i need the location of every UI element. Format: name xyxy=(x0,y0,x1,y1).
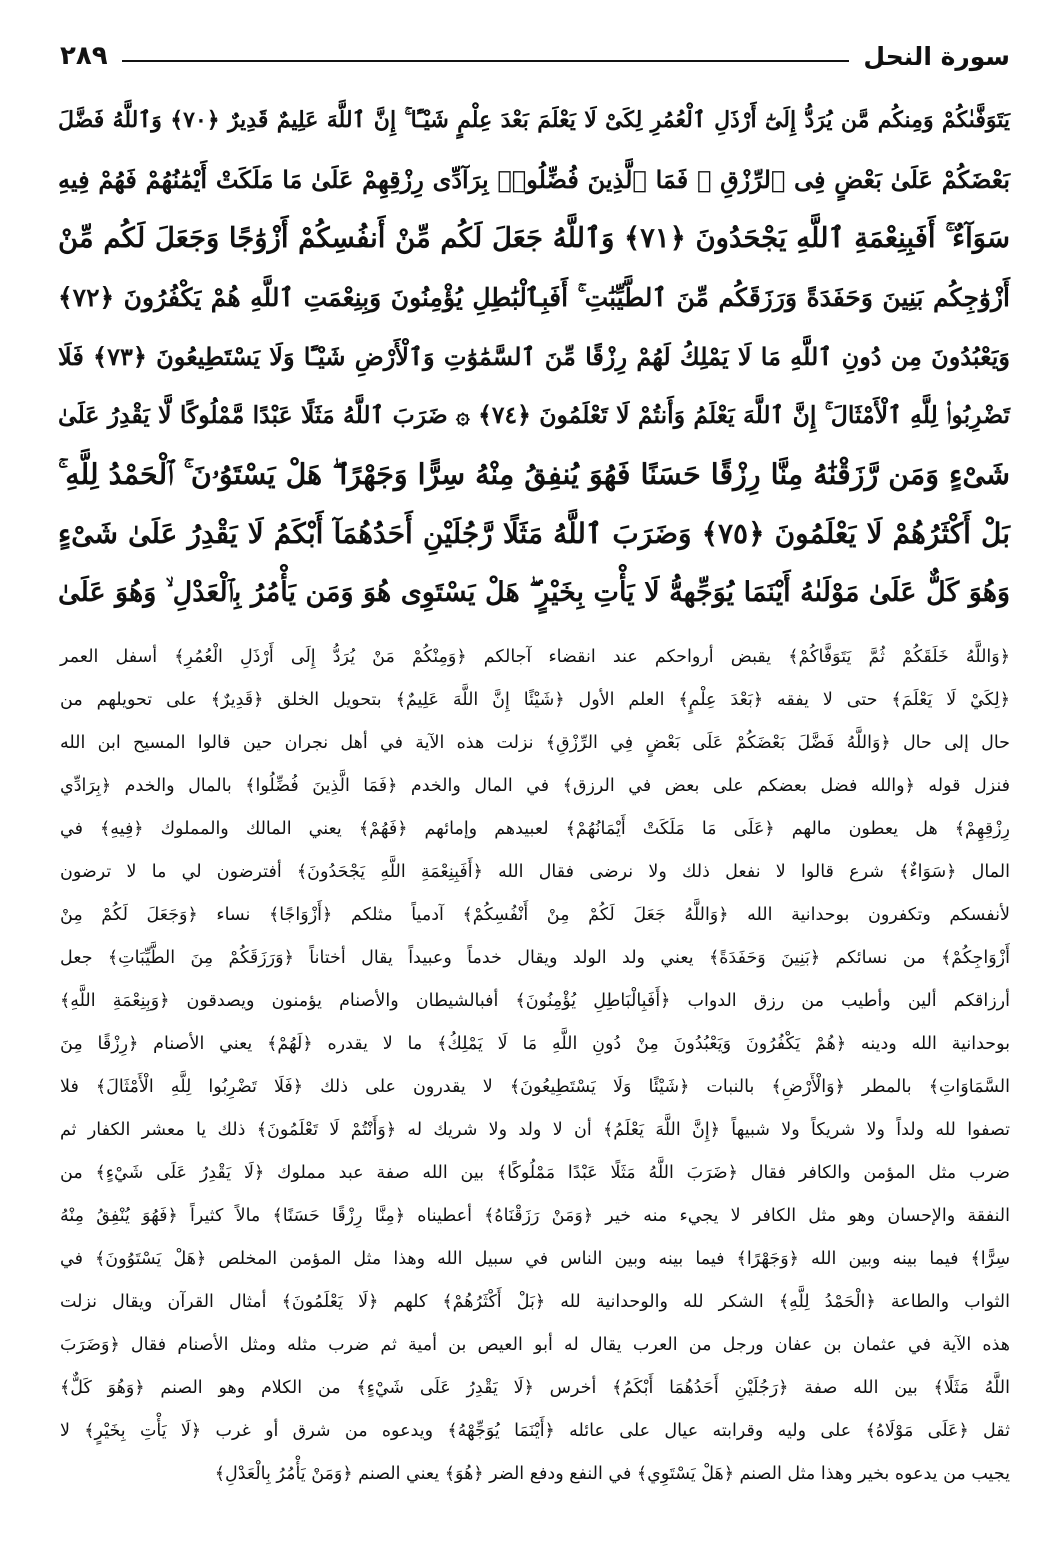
tafsir-line: ثقل ﴿عَلَى مَوْلَاهُ﴾ على وليه وقرابته عيال على عائله ﴿أَيْنَمَا يُوَجِّهْهُ﴾ ويدعوه من شرق أو غرب ﴿لَا يَأْتِ بِخَيْرٍ﴾ لا xyxy=(60,1421,1010,1441)
tafsir-line: يجيب من يدعوه بخير وهذا مثل الصنم ﴿هَلْ يَسْتَوِي﴾ في النفع ودفع الضر ﴿هُوَ﴾ يعني الصنم ﴿وَمَنْ يَأْمُرُ بِالْعَدْلِ﴾ xyxy=(214,1464,1010,1484)
tafsir-line: حال إلى حال ﴿وَاللَّهُ فَضَّلَ بَعْضَكُمْ عَلَى بَعْضٍ فِي الرِّزْقِ﴾ نزلت هذه الآية في أهل نجران حين قالوا المسيح ابن الله xyxy=(60,733,1010,753)
quran-line: سَوَآءٌ ۚ أَفَبِنِعْمَةِ ٱللَّهِ يَجْحَدُونَ ﴿٧١﴾ وَٱللَّهُ جَعَلَ لَكُم مِّنْ أَنفُسِكُمْ أَزْوَٰجًا وَجَعَلَ لَكُم مِّنْ xyxy=(58,222,1010,254)
tafsir-line: المال ﴿سَوَاءٌ﴾ شرع قالوا لا نفعل ذلك ولا نرضى فقال الله ﴿أَفَبِنِعْمَةِ اللَّهِ يَجْحَدُونَ﴾ أفترضون لي ما لا ترضون xyxy=(60,862,1010,882)
quran-line: تَضْرِبُوا۟ لِلَّهِ ٱلْأَمْثَالَ ۚ إِنَّ ٱللَّهَ يَعْلَمُ وَأَنتُمْ لَا تَعْلَمُونَ ﴿٧٤﴾ ۞ ضَرَبَ ٱللَّهُ مَثَلًا عَبْدًا مَّمْلُوكًا لَّا يَقْدِرُ عَلَىٰ xyxy=(58,401,1010,429)
tafsir-line: النفقة والإحسان وهو مثل الكافر لا يجيء منه خير ﴿وَمَنْ رَزَقْنَاهُ﴾ أعطيناه ﴿مِنَّا رِزْقًا حَسَنًا﴾ مالاً كثيراً ﴿فَهُوَ يُنْفِقُ مِنْهُ xyxy=(60,1206,1010,1226)
page-number: ٢٨٩ xyxy=(60,41,108,71)
quran-line: وَهُوَ كَلٌّ عَلَىٰ مَوْلَىٰهُ أَيْنَمَا يُوَجِّههُّ لَا يَأْتِ بِخَيْرٍ ۖ هَلْ يَسْتَوِى هُوَ وَمَن يَأْمُرُ بِٱلْعَدْلِ ۙ وَهُوَ عَلَىٰ xyxy=(58,577,1010,608)
tafsir-text-block xyxy=(60,640,1010,1520)
tafsir-line: رِزْقِهِمْ﴾ هل يعطون مالهم ﴿عَلَى مَا مَلَكَتْ أَيْمَانُهُمْ﴾ لعبيدهم وإمائهم ﴿فَهُمْ﴾ يعني المالك والمملوك ﴿فِيهِ﴾ في xyxy=(60,819,1010,839)
header-rule xyxy=(122,60,850,62)
tafsir-line: بوحدانية الله ودينه ﴿هُمْ يَكْفُرُونَ وَيَعْبُدُونَ مِنْ دُونِ اللَّهِ مَا لَا يَمْلِكُ﴾ ما لا يقدره ﴿لَهُمْ﴾ يعني الأصنام ﴿رِزْقًا مِنَ xyxy=(60,1034,1010,1054)
tafsir-line: هذه الآية في عثمان بن عفان ورجل من العرب يقال له أبو العيص بن أمية ثم ضرب مثله ومثل الأصنام فقال ﴿وَضَرَبَ xyxy=(60,1335,1010,1355)
tafsir-line: ضرب مثل المؤمن والكافر فقال ﴿ضَرَبَ اللَّهُ مَثَلًا عَبْدًا مَمْلُوكًا﴾ بين الله صفة عبد مملوك ﴿لَا يَقْدِرُ عَلَى شَيْءٍ﴾ من xyxy=(60,1163,1010,1183)
page-header xyxy=(60,36,1010,76)
tafsir-line: السَّمَاوَاتِ﴾ بالمطر ﴿وَالْأَرْضِ﴾ بالنبات ﴿شَيْئًا وَلَا يَسْتَطِيعُونَ﴾ لا يقدرون على ذلك ﴿فَلَا تَضْرِبُوا لِلَّهِ الْأَمْثَالَ﴾ فلا xyxy=(60,1077,1010,1097)
tafsir-line: أرزاقكم ألين وأطيب من رزق الدواب ﴿أَفَبِالْبَاطِلِ يُؤْمِنُونَ﴾ أفبالشيطان والأصنام يؤمنون ويصدقون ﴿وَبِنِعْمَةِ اللَّهِ﴾ xyxy=(60,991,1010,1011)
tafsir-line: الثواب والطاعة ﴿الْحَمْدُ لِلَّهِ﴾ الشكر لله والوحدانية لله ﴿بَلْ أَكْثَرُهُمْ﴾ كلهم ﴿لَا يَعْلَمُونَ﴾ أمثال القرآن ويقال نزلت xyxy=(60,1292,1010,1312)
quran-line: بَلْ أَكْثَرُهُمْ لَا يَعْلَمُونَ ﴿٧٥﴾ وَضَرَبَ ٱللَّهُ مَثَلًا رَّجُلَيْنِ أَحَدُهُمَآ أَبْكَمُ لَا يَقْدِرُ عَلَىٰ شَىْءٍ xyxy=(58,517,1010,550)
tafsir-line: سِرًّا﴾ فيما بينه وبين الله ﴿وَجَهْرًا﴾ فيما بينه وبين الناس في سبيل الله وهذا مثل المؤمن المخلص ﴿هَلْ يَسْتَوُونَ﴾ في xyxy=(60,1249,1010,1269)
quran-text-block xyxy=(58,94,1010,624)
tafsir-line: اللَّهُ مَثَلًا﴾ بين الله صفة ﴿رَجُلَيْنِ أَحَدُهُمَا أَبْكَمُ﴾ أخرس ﴿لَا يَقْدِرُ عَلَى شَيْءٍ﴾ من الكلام وهو الصنم ﴿وَهُوَ كَلٌّ﴾ xyxy=(60,1378,1010,1398)
quran-line: وَيَعْبُدُونَ مِن دُونِ ٱللَّهِ مَا لَا يَمْلِكُ لَهُمْ رِزْقًا مِّنَ ٱلسَّمَٰوَٰتِ وَٱلْأَرْضِ شَيْـًٔا وَلَا يَسْتَطِيعُونَ ﴿٧٣﴾ فَلَا xyxy=(58,342,1010,371)
tafsir-line: ﴿وَاللَّهُ خَلَقَكُمْ ثُمَّ يَتَوَفَّاكُمْ﴾ يقبض أرواحكم عند انقضاء آجالكم ﴿وَمِنْكُمْ مَنْ يُرَدُّ إِلَى أَرْذَلِ الْعُمُرِ﴾ أسفل العمر xyxy=(60,647,1010,667)
tafsir-line: ﴿لِكَيْ لَا يَعْلَمَ﴾ حتى لا يفقه ﴿بَعْدَ عِلْمٍ﴾ العلم الأول ﴿شَيْئًا إِنَّ اللَّهَ عَلِيمٌ﴾ بتحويل الخلق ﴿قَدِيرٌ﴾ على تحويلهم من xyxy=(60,690,1010,710)
tafsir-line: لأنفسكم وتكفرون بوحدانية الله ﴿وَاللَّهُ جَعَلَ لَكُمْ مِنْ أَنْفُسِكُمْ﴾ آدمياً مثلكم ﴿أَزْوَاجًا﴾ نساء ﴿وَجَعَلَ لَكُمْ مِنْ xyxy=(60,905,1010,925)
quran-line: شَىْءٍ وَمَن رَّزَقْنَٰهُ مِنَّا رِزْقًا حَسَنًا فَهُوَ يُنفِقُ مِنْهُ سِرًّا وَجَهْرًا ۖ هَلْ يَسْتَوُۥنَ ۚ ٱلْحَمْدُ لِلَّهِ ۚ xyxy=(58,457,1010,491)
quran-line: أَزْوَٰجِكُم بَنِينَ وَحَفَدَةً وَرَزَقَكُم مِّنَ ٱلطَّيِّبَٰتِ ۚ أَفَبِٱلْبَٰطِلِ يُؤْمِنُونَ وَبِنِعْمَتِ ٱللَّهِ هُمْ يَكْفُرُونَ ﴿٧٢﴾ xyxy=(58,283,1010,312)
quran-line: يَتَوَفَّىٰكُمْ وَمِنكُم مَّن يُرَدُّ إِلَىٰٓ أَرْذَلِ ٱلْعُمُرِ لِكَىْ لَا يَعْلَمَ بَعْدَ عِلْمٍ شَيْـًٔا ۚ إِنَّ ٱللَّهَ عَلِيمٌ قَدِيرٌ ﴿٧٠﴾ وَٱللَّهُ فَضَّلَ xyxy=(58,107,1010,133)
tafsir-line: فنزل قوله ﴿والله فضل بعضكم على بعض في الرزق﴾ في المال والخدم ﴿فَمَا الَّذِينَ فُضِّلُوا﴾ بالمال والخدم ﴿بِرَادِّي xyxy=(60,776,1010,796)
tafsir-line: تصفوا لله ولداً ولا شريكاً ولا شبيهاً ﴿إِنَّ اللَّهَ يَعْلَمُ﴾ أن لا ولد ولا شريك له ﴿وَأَنْتُمْ لَا تَعْلَمُونَ﴾ ذلك يا معشر الكفار ثم xyxy=(60,1120,1010,1140)
surah-title: سورة النحل xyxy=(863,41,1010,71)
quran-line: بَعْضَكُمْ عَلَىٰ بَعْضٍ فِى ٱلرِّزْقِ ۚ فَمَا ٱلَّذِينَ فُضِّلُوا۟ بِرَآدِّى رِزْقِهِمْ عَلَىٰ مَا مَلَكَتْ أَيْمَٰنُهُمْ فَهُمْ فِيهِ xyxy=(58,165,1010,194)
tafsir-line: أَزْوَاجِكُمْ﴾ من نسائكم ﴿بَنِينَ وَحَفَدَةً﴾ يعني ولد الولد ويقال خدماً وعبيداً يقال أختاناً ﴿وَرَزَقَكُمْ مِنَ الطَّيِّبَاتِ﴾ جعل xyxy=(60,948,1010,968)
